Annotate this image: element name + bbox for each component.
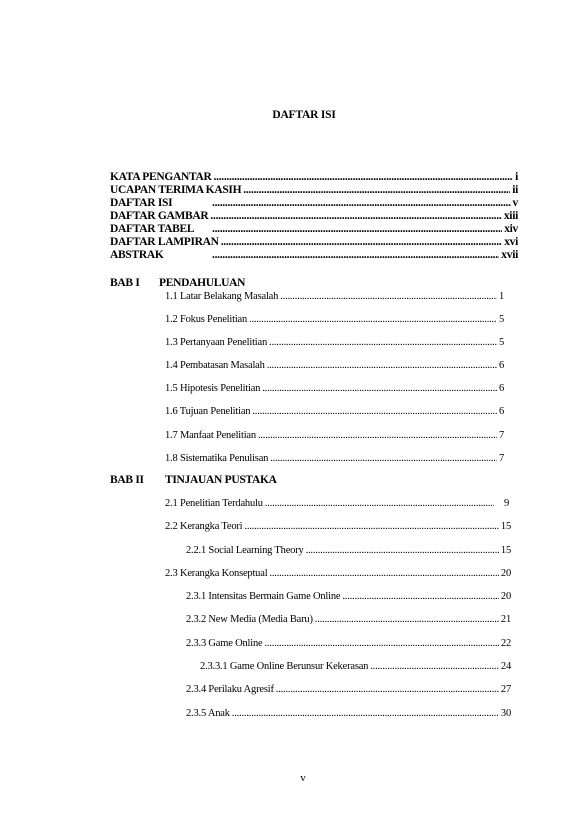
toc-page: 5 bbox=[498, 314, 504, 325]
toc-page: 15 bbox=[500, 545, 511, 556]
toc-label: DAFTAR GAMBAR bbox=[110, 210, 209, 222]
page-number: v bbox=[300, 772, 306, 784]
toc-entry[interactable] bbox=[165, 290, 504, 303]
toc-page: 20 bbox=[500, 591, 511, 602]
dot-leader bbox=[270, 452, 497, 465]
toc-label: 1.1 Latar Belakang Masalah bbox=[165, 291, 279, 302]
toc-label: 2.3.3 Game Online bbox=[186, 638, 263, 649]
toc-front-row[interactable] bbox=[110, 223, 518, 235]
toc-page: ii bbox=[512, 184, 518, 196]
dot-leader bbox=[252, 405, 497, 418]
dot-leader bbox=[280, 290, 497, 303]
toc-label: DAFTAR LAMPIRAN bbox=[110, 236, 219, 248]
chapter-name: PENDAHULUAN bbox=[159, 277, 246, 289]
toc-entry[interactable] bbox=[186, 590, 511, 603]
toc-label: 1.8 Sistematika Penulisan bbox=[165, 453, 269, 464]
toc-page: 6 bbox=[498, 383, 504, 394]
toc-front-row[interactable] bbox=[110, 249, 518, 261]
toc-label: 2.3.4 Perilaku Agresif bbox=[186, 684, 274, 695]
toc-entry[interactable] bbox=[165, 382, 504, 395]
toc-label: DAFTAR ISI bbox=[110, 197, 173, 209]
dot-leader bbox=[210, 210, 501, 222]
toc-page: xvii bbox=[501, 249, 518, 261]
toc-label: 1.7 Manfaat Penelitian bbox=[165, 430, 256, 441]
toc-page: 6 bbox=[498, 360, 504, 371]
toc-label: 1.6 Tujuan Penelitian bbox=[165, 406, 251, 417]
dot-leader bbox=[267, 359, 497, 372]
toc-front-row[interactable] bbox=[110, 171, 518, 183]
toc-page: 15 bbox=[500, 521, 511, 532]
toc-label: 2.2.1 Social Learning Theory bbox=[186, 545, 304, 556]
toc-label: 2.3.2 New Media (Media Baru) bbox=[186, 614, 313, 625]
toc-label: 2.3.1 Intensitas Bermain Game Online bbox=[186, 591, 341, 602]
toc-entry[interactable] bbox=[186, 613, 511, 626]
dot-leader bbox=[212, 249, 499, 261]
toc-page: 20 bbox=[500, 568, 511, 579]
toc-page: xiv bbox=[504, 223, 518, 235]
dot-leader bbox=[249, 313, 497, 326]
dot-leader bbox=[276, 683, 499, 696]
toc-label: 1.4 Pembatasan Masalah bbox=[165, 360, 265, 371]
toc-entry[interactable] bbox=[165, 497, 509, 510]
toc-page: xvi bbox=[504, 236, 518, 248]
toc-page: 5 bbox=[498, 337, 504, 348]
toc-label: 2.1 Penelitian Terdahulu bbox=[165, 498, 263, 509]
dot-leader bbox=[269, 567, 498, 580]
toc-label: 2.3 Kerangka Konseptual bbox=[165, 568, 268, 579]
toc-page: 7 bbox=[498, 430, 504, 441]
toc-label: 2.3.5 Anak bbox=[186, 708, 230, 719]
dot-leader bbox=[306, 544, 499, 557]
toc-entry[interactable] bbox=[165, 336, 504, 349]
toc-label: 1.2 Fokus Penelitian bbox=[165, 314, 248, 325]
toc-entry[interactable] bbox=[165, 429, 504, 442]
toc-entry[interactable] bbox=[165, 567, 511, 580]
toc-page: 21 bbox=[500, 614, 511, 625]
dot-leader bbox=[265, 497, 494, 510]
toc-label: KATA PENGANTAR bbox=[110, 171, 212, 183]
dot-leader bbox=[212, 223, 502, 235]
chapter-number: BAB II bbox=[110, 474, 144, 486]
toc-page: 7 bbox=[498, 453, 504, 464]
toc-entry[interactable] bbox=[165, 359, 504, 372]
toc-page: 24 bbox=[500, 661, 511, 672]
dot-leader bbox=[232, 707, 499, 720]
toc-page: xiii bbox=[503, 210, 518, 222]
toc-front-row[interactable] bbox=[110, 210, 518, 222]
toc-label: ABSTRAK bbox=[110, 249, 164, 261]
toc-label: UCAPAN TERIMA KASIH bbox=[110, 184, 242, 196]
toc-page: v bbox=[512, 197, 518, 209]
dot-leader bbox=[265, 637, 499, 650]
toc-entry[interactable] bbox=[200, 660, 511, 673]
dot-leader bbox=[212, 197, 511, 209]
dot-leader bbox=[214, 171, 514, 183]
toc-page: 30 bbox=[500, 708, 511, 719]
toc-page: i bbox=[515, 171, 518, 183]
toc-entry[interactable] bbox=[186, 544, 511, 557]
dot-leader bbox=[221, 236, 503, 248]
toc-page: 27 bbox=[500, 684, 511, 695]
toc-label: DAFTAR TABEL bbox=[110, 223, 195, 235]
dot-leader bbox=[269, 336, 497, 349]
toc-label: 2.2 Kerangka Teori bbox=[165, 521, 243, 532]
dot-leader bbox=[370, 660, 499, 673]
toc-page: 22 bbox=[500, 638, 511, 649]
toc-entry[interactable] bbox=[186, 707, 511, 720]
toc-entry[interactable] bbox=[165, 452, 504, 465]
dot-leader bbox=[244, 520, 498, 533]
toc-front-row[interactable] bbox=[110, 184, 518, 196]
toc-page: 9 bbox=[503, 498, 509, 509]
toc-front-row[interactable] bbox=[110, 236, 518, 248]
toc-entry[interactable] bbox=[165, 405, 504, 418]
dot-leader bbox=[258, 429, 497, 442]
page-title: DAFTAR ISI bbox=[272, 109, 336, 121]
toc-front-row[interactable] bbox=[110, 197, 518, 209]
toc-label: 1.5 Hipotesis Penelitian bbox=[165, 383, 261, 394]
toc-page: 6 bbox=[498, 406, 504, 417]
chapter-name: TINJAUAN PUSTAKA bbox=[165, 474, 277, 486]
dot-leader bbox=[262, 382, 497, 395]
dot-leader bbox=[243, 184, 510, 196]
toc-label: 2.3.3.1 Game Online Berunsur Kekerasan bbox=[200, 661, 369, 672]
toc-entry[interactable] bbox=[186, 683, 511, 696]
toc-entry[interactable] bbox=[165, 520, 511, 533]
dot-leader bbox=[342, 590, 499, 603]
toc-entry[interactable] bbox=[165, 313, 504, 326]
toc-label: 1.3 Pertanyaan Penelitian bbox=[165, 337, 268, 348]
chapter-number: BAB I bbox=[110, 277, 140, 289]
dot-leader bbox=[315, 613, 499, 626]
toc-page: 1 bbox=[498, 291, 504, 302]
toc-entry[interactable] bbox=[186, 637, 511, 650]
